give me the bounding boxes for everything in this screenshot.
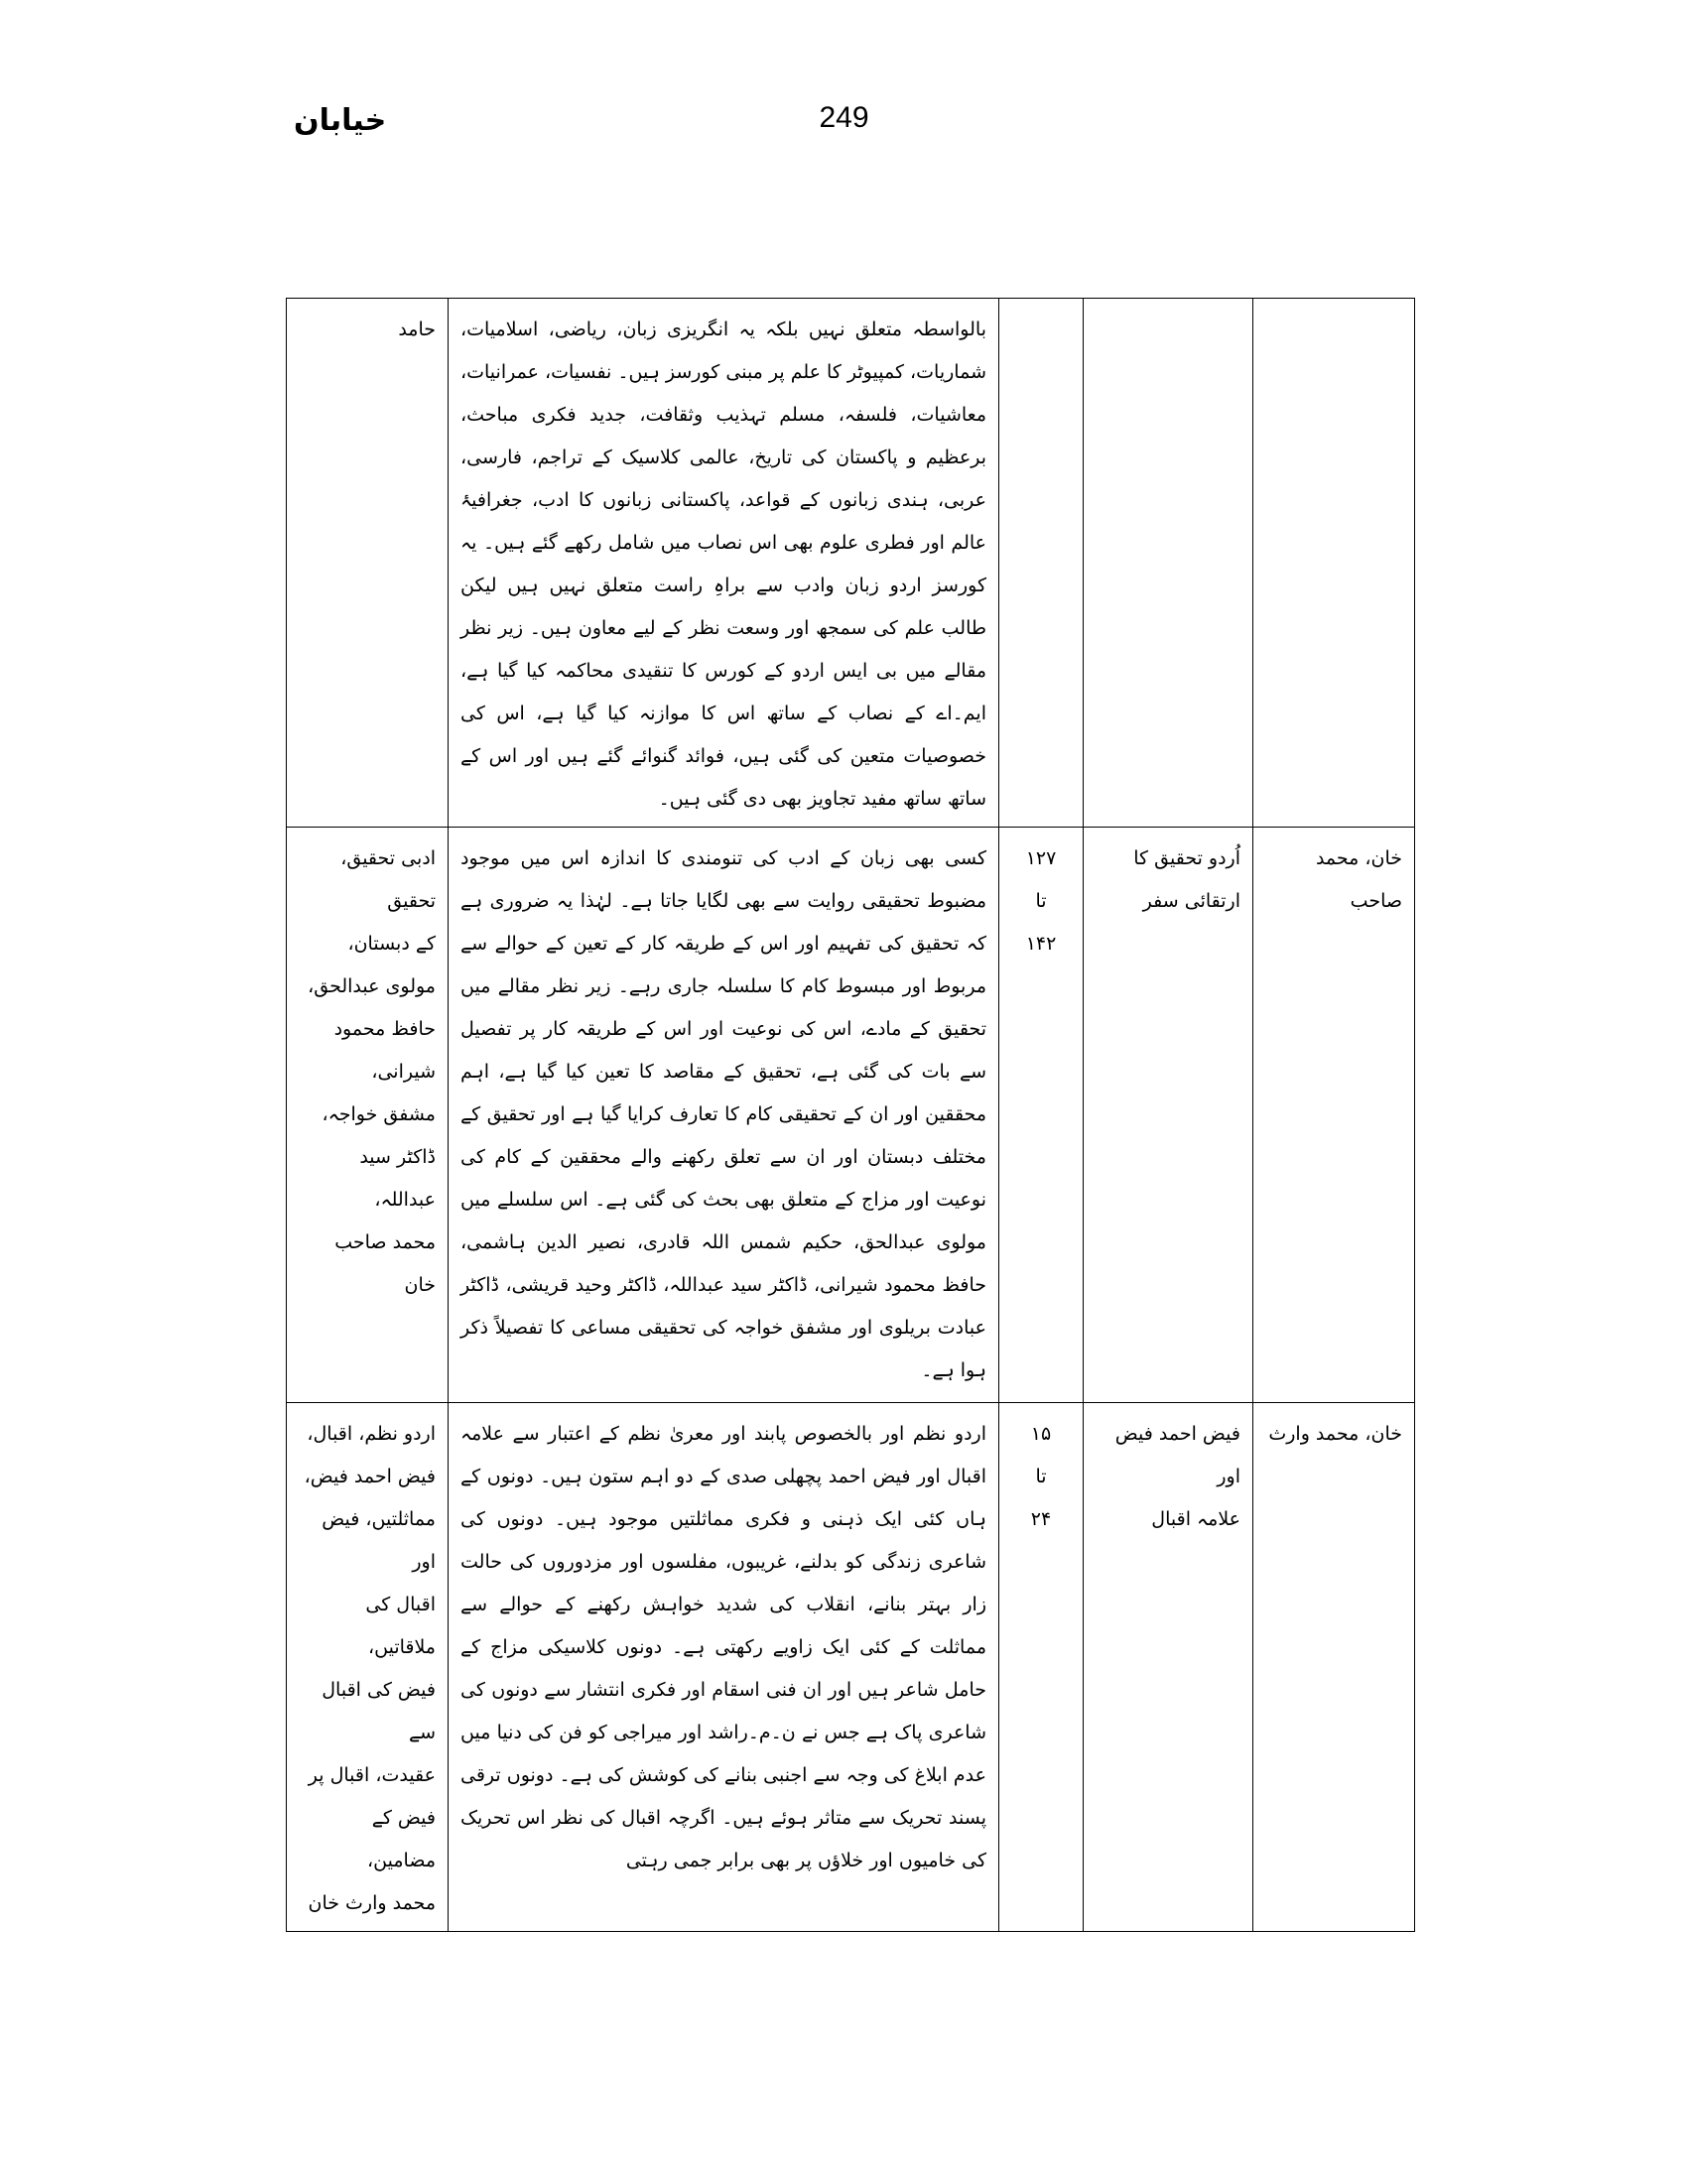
abstract-cell: بالواسطہ متعلق نہیں بلکہ یہ انگریزی زبان، ریاضی، اسلامیات، شماریات، کمپیوٹر کا علم پر مبنی کورسز ہیں۔ نفسیات، عمرانیات، معاشیات، فلسفہ، مسلم تہذیب وثقافت، جدید فکری مباحث، برعظیم و پاکستان کی تاریخ، عالمی کلاسیک کے تراجم، فارسی، عربی، ہندی زبانوں کے قواعد، پاکستانی زبانوں کا ادب، جغرافیۂ عالم اور فطری علوم بھی اس نصاب میں شامل رکھے گئے ہیں۔ یہ کورسز اردو زبان وادب سے براہِ راست متعلق نہیں ہیں لیکن طالب علم کی سمجھ اور وسعت نظر کے لیے معاون ہیں۔ زیر نظر مقالے میں بی ایس اردو کے کورس کا تنقیدی محاکمہ کیا گیا ہے، ایم۔اے کے نصاب کے ساتھ اس کا موازنہ کیا گیا ہے، اس کی خصوصیات متعین کی گئی ہیں، فوائد گنوائے گئے ہیں اور اس کے ساتھ ساتھ مفید تجاویز بھی دی گئی ہیں۔ (449, 299, 999, 828)
keyword-line: اقبال کی ملاقاتیں، (365, 1594, 436, 1658)
title-cell (1084, 1403, 1253, 1932)
keywords-cell (287, 828, 449, 1403)
table-row (287, 299, 1415, 828)
journal-name: خیابان (294, 103, 387, 138)
author-cell (1253, 299, 1415, 828)
keyword-line: ادبی تحقیق، تحقیق (340, 847, 436, 912)
abstract-cell: اردو نظم اور بالخصوص پابند اور معریٰ نظم کے اعتبار سے علامہ اقبال اور فیض احمد پچھلی صدی کے دو اہم ستون ہیں۔ دونوں کے ہاں کئی ایک ذہنی و فکری مماثلتیں موجود ہیں۔ دونوں کی شاعری زندگی کو بدلنے، غریبوں، مفلسوں اور مزدوروں کی حالت زار بہتر بنانے، انقلاب کی شدید خواہش رکھنے کے حوالے سے مماثلت کے کئی ایک زاویے رکھتی ہے۔ دونوں کلاسیکی مزاج کے حامل شاعر ہیں اور ان فنی اسقام اور فکری انتشار سے دونوں کی شاعری پاک ہے جس نے ن۔م۔راشد اور میراجی کو فن کی دنیا میں عدم ابلاغ کی وجہ سے اجنبی بنانے کی کوشش کی ہے۔ دونوں ترقی پسند تحریک سے متاثر ہوئے ہیں۔ اگرچہ اقبال کی نظر اس تحریک کی خامیوں اور خلاؤں پر بھی برابر جمی رہتی (449, 1403, 999, 1932)
title-cell (1084, 299, 1253, 828)
page-start: ۱۲۷ (1025, 847, 1057, 869)
keywords-cell (287, 299, 449, 828)
page-number: 249 (819, 101, 869, 134)
keyword-line: کے دبستان، (347, 933, 436, 955)
page-to: تا (1035, 890, 1047, 912)
author-cell: خان، محمد وارث (1253, 1403, 1415, 1932)
title-line: فیض احمد فیض اور (1114, 1423, 1240, 1487)
keyword-line: اردو نظم، اقبال، (307, 1423, 436, 1445)
keyword-line: حافظ محمود شیرانی، (333, 1018, 436, 1083)
keyword-line: ڈاکٹر سید عبداللہ، (359, 1146, 436, 1211)
keyword-line: مشفق خواجہ، (322, 1103, 436, 1125)
index-table (286, 298, 1415, 1932)
keyword-line: فیض کی اقبال سے (322, 1679, 436, 1743)
page-start: ۱۵ (1030, 1423, 1052, 1445)
abstract-cell: کسی بھی زبان کے ادب کی تنومندی کا اندازہ اس میں موجود مضبوط تحقیقی روایت سے بھی لگایا جاتا ہے۔ لہٰذا یہ ضروری ہے کہ تحقیق کی تفہیم اور اس کے طریقہ کار کے تعین کے حوالے سے مربوط اور مبسوط کام کا سلسلہ جاری رہے۔ زیر نظر مقالے میں تحقیق کے مادے، اس کی نوعیت اور اس کے طریقہ کار پر تفصیل سے بات کی گئی ہے، تحقیق کے مقاصد کا تعین کیا گیا ہے، اہم محققین اور ان کے تحقیقی کام کا تعارف کرایا گیا ہے اور تحقیق کے مختلف دبستان اور ان سے تعلق رکھنے والے محققین کے کام کی نوعیت اور مزاج کے متعلق بھی بحث کی گئی ہے۔ اس سلسلے میں مولوی عبدالحق، حکیم شمس اللہ قادری، نصیر الدین ہاشمی، حافظ محمود شیرانی، ڈاکٹر سید عبداللہ، ڈاکٹر وحید قریشی، ڈاکٹر عبادت بریلوی اور مشفق خواجہ کی تحقیقی مساعی کا تفصیلاً ذکر ہوا ہے۔ (449, 828, 999, 1403)
keyword-line: مماثلتیں، فیض اور (322, 1508, 436, 1573)
table-row (287, 828, 1415, 1403)
author-cell: خان، محمد صاحب (1253, 828, 1415, 1403)
pages-cell (999, 299, 1084, 828)
keyword-line: فیض احمد فیض، (304, 1466, 436, 1487)
pages-cell (999, 1403, 1084, 1932)
title-line: اُردو تحقیق کا (1133, 847, 1240, 869)
title-cell (1084, 828, 1253, 1403)
keyword-line: محمد صاحب خان (334, 1231, 436, 1296)
keyword-line: محمد وارث خان (308, 1892, 436, 1914)
page-end: ۲۴ (1030, 1508, 1052, 1530)
keyword-line: فیض کے مضامین، (367, 1807, 436, 1871)
page-to: تا (1035, 1466, 1047, 1487)
pages-cell (999, 828, 1084, 1403)
page-end: ۱۴۲ (1025, 933, 1057, 955)
table-row (287, 1403, 1415, 1932)
title-line: علامہ اقبال (1151, 1508, 1240, 1530)
keyword-line: عقیدت، اقبال پر (308, 1764, 436, 1786)
keywords-cell (287, 1403, 449, 1932)
keyword-line: حامد (398, 319, 436, 340)
keyword-line: مولوی عبدالحق، (308, 975, 436, 997)
title-line: ارتقائی سفر (1142, 890, 1240, 912)
